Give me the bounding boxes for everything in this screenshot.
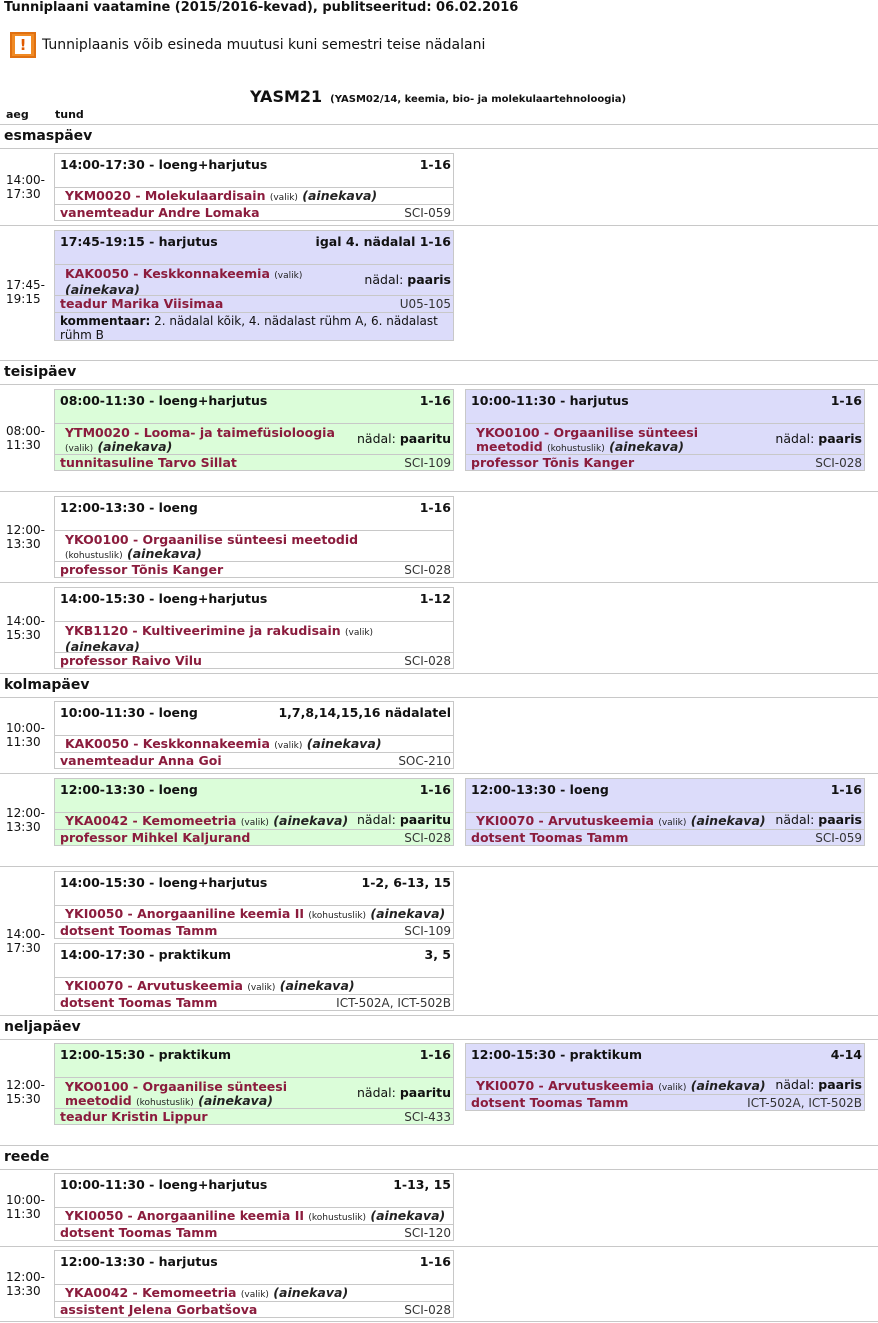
teacher-link[interactable]: teadur Marika Viisimaa <box>60 296 224 311</box>
syllabus-link[interactable]: (ainekava) <box>306 736 382 751</box>
column-header-lesson: tund <box>55 108 84 121</box>
course-link[interactable]: YKI0050 - Anorgaaniline keemia II <box>65 1208 305 1223</box>
teacher-link[interactable]: professor Tõnis Kanger <box>471 455 635 470</box>
time-slot: 08:00- 11:30 <box>6 424 45 452</box>
divider <box>0 148 878 149</box>
teacher-link[interactable]: dotsent Toomas Tamm <box>60 1225 218 1240</box>
room-link[interactable]: SCI-120 <box>404 1226 451 1240</box>
week-parity: nädal: paaris <box>364 272 451 287</box>
syllabus-link[interactable]: (ainekava) <box>273 813 349 828</box>
room-link[interactable]: SCI-028 <box>404 563 451 577</box>
syllabus-link[interactable]: (ainekava) <box>690 1078 766 1093</box>
lesson-weeks: 1-16 <box>419 393 451 408</box>
divider <box>0 673 878 674</box>
room-link[interactable]: SCI-109 <box>404 924 451 938</box>
time-slot: 12:00- 13:30 <box>6 523 45 551</box>
lesson-weeks: 1-16 <box>419 1254 451 1269</box>
page-title: Tunniplaani vaatamine (2015/2016-kevad), publitseeritud: 06.02.2016 <box>4 0 519 15</box>
course-type: (kohustuslik) <box>547 444 605 454</box>
teacher-link[interactable]: professor Raivo Vilu <box>60 653 202 668</box>
course-link[interactable]: YTM0020 - Looma- ja taimefüsioloogia <box>65 425 335 440</box>
time-slot: 14:00- 17:30 <box>6 927 45 955</box>
day-header-wednesday: kolmapäev <box>4 677 90 693</box>
group-title <box>250 87 626 106</box>
syllabus-link[interactable]: (ainekava) <box>97 439 173 454</box>
divider <box>0 1169 878 1170</box>
lesson-time: 08:00-11:30 - loeng+harjutus <box>60 393 268 408</box>
day-header-thursday: neljapäev <box>4 1019 81 1035</box>
course-link[interactable]: YKI0070 - Arvutuskeemia <box>476 1078 654 1093</box>
lesson-time: 12:00-13:30 - loeng <box>60 782 198 797</box>
divider <box>0 1015 878 1016</box>
room-link[interactable]: SCI-433 <box>404 1110 451 1124</box>
teacher-link[interactable]: dotsent Toomas Tamm <box>60 923 218 938</box>
divider <box>0 1145 878 1146</box>
lesson-time: 12:00-13:30 - harjutus <box>60 1254 218 1269</box>
teacher-link[interactable]: professor Tõnis Kanger <box>60 562 224 577</box>
course-link[interactable]: YKI0050 - Anorgaaniline keemia II <box>65 906 305 921</box>
time-slot: 17:45- 19:15 <box>6 278 45 306</box>
course-type: (kohustuslik) <box>308 1213 367 1223</box>
course-type: (kohustuslik) <box>308 911 367 921</box>
week-parity: nädal: paaritu <box>356 1085 451 1100</box>
room-link[interactable]: SCI-028 <box>404 1303 451 1317</box>
course-type: (valik) <box>65 444 94 454</box>
room-link[interactable]: ICT-502A, ICT-502B <box>747 1096 862 1110</box>
course-link[interactable]: YKA0042 - Kemomeetria <box>65 813 237 828</box>
lesson-time: 12:00-13:30 - loeng <box>471 782 609 797</box>
day-header-friday: reede <box>4 1149 50 1165</box>
time-slot: 12:00- 15:30 <box>6 1078 45 1106</box>
divider <box>0 1321 878 1322</box>
teacher-link[interactable]: vanemteadur Andre Lomaka <box>60 205 260 220</box>
syllabus-link[interactable]: (ainekava) <box>370 906 446 921</box>
syllabus-link[interactable]: (ainekava) <box>302 188 378 203</box>
lesson-weeks: 1-16 <box>419 500 451 515</box>
lesson-comment: kommentaar: 2. nädalal kõik, 4. nädalast rühm A, 6. nädalast rühm B <box>55 312 453 341</box>
divider <box>0 360 878 361</box>
divider <box>0 491 878 492</box>
warning-message: Tunniplaanis võib esineda muutusi kuni semestri teise nädalani <box>42 37 486 53</box>
course-link[interactable]: YKO0100 - Orgaanilise sünteesi meetodid <box>476 425 699 454</box>
lesson-time: 12:00-15:30 - praktikum <box>60 1047 232 1062</box>
teacher-link[interactable]: dotsent Toomas Tamm <box>60 995 218 1010</box>
syllabus-link[interactable]: (ainekava) <box>279 978 355 993</box>
time-slot: 14:00- 15:30 <box>6 614 45 642</box>
week-parity: nädal: paaritu <box>356 812 451 827</box>
lesson-weeks: 1-16 <box>419 1047 451 1062</box>
course-link[interactable]: YKI0070 - Arvutuskeemia <box>65 978 243 993</box>
lesson-time: 14:00-15:30 - loeng+harjutus <box>60 591 268 606</box>
lesson-weeks: 1-2, 6-13, 15 <box>361 875 451 890</box>
course-type: (valik) <box>240 818 269 828</box>
room-link[interactable]: SCI-028 <box>404 654 451 668</box>
teacher-link[interactable]: dotsent Toomas Tamm <box>471 1095 629 1110</box>
course-link[interactable]: YKA0042 - Kemomeetria <box>65 1285 237 1300</box>
course-type: (valik) <box>269 193 298 203</box>
course-link[interactable]: YKO0100 - Orgaanilise sünteesi meetodid <box>65 532 359 547</box>
syllabus-link[interactable]: (ainekava) <box>65 282 140 297</box>
room-link[interactable]: SCI-059 <box>404 206 451 220</box>
lesson-card[interactable] <box>465 1043 865 1111</box>
lesson-card[interactable] <box>54 701 454 769</box>
lesson-time: 10:00-11:30 - harjutus <box>471 393 629 408</box>
lesson-time: 10:00-11:30 - loeng <box>60 705 198 720</box>
lesson-card[interactable] <box>54 496 454 578</box>
course-link[interactable]: YKO0100 - Orgaanilise sünteesi meetodid <box>65 1079 288 1108</box>
syllabus-link[interactable]: (ainekava) <box>273 1285 349 1300</box>
lesson-time: 12:00-13:30 - loeng <box>60 500 198 515</box>
syllabus-link[interactable]: (ainekava) <box>609 439 684 454</box>
divider <box>0 866 878 867</box>
course-link[interactable]: YKI0070 - Arvutuskeemia <box>476 813 654 828</box>
syllabus-link[interactable]: (ainekava) <box>690 813 766 828</box>
teacher-link[interactable]: vanemteadur Anna Goi <box>60 753 222 768</box>
lesson-card[interactable] <box>54 1250 454 1318</box>
week-parity: nädal: paaritu <box>356 431 451 446</box>
course-type: (valik) <box>247 983 276 993</box>
lesson-card[interactable] <box>54 230 454 341</box>
lesson-card[interactable] <box>54 1173 454 1241</box>
room-link[interactable]: ICT-502A, ICT-502B <box>336 996 451 1010</box>
teacher-link[interactable]: teadur Kristin Lippur <box>60 1109 208 1124</box>
lesson-weeks: 1,7,8,14,15,16 nädalatel <box>278 705 451 720</box>
room-link[interactable]: SCI-028 <box>404 831 451 845</box>
lesson-weeks: 1-16 <box>830 393 862 408</box>
divider <box>0 773 878 774</box>
divider <box>0 225 878 226</box>
lesson-card[interactable] <box>465 778 865 846</box>
course-link[interactable]: YKB1120 - Kultiveerimine ja rakudisain <box>65 623 341 638</box>
day-header-monday: esmaspäev <box>4 128 93 144</box>
syllabus-link[interactable]: (ainekava) <box>127 546 202 561</box>
teacher-link[interactable]: professor Mihkel Kaljurand <box>60 830 251 845</box>
course-type: (valik) <box>658 818 687 828</box>
course-type: (kohustuslik) <box>65 551 123 561</box>
lesson-weeks: igal 4. nädalal 1-16 <box>315 234 451 249</box>
lesson-weeks: 1-16 <box>830 782 862 797</box>
lesson-time: 14:00-17:30 - loeng+harjutus <box>60 157 268 172</box>
time-slot: 12:00- 13:30 <box>6 806 45 834</box>
week-parity: nädal: paaris <box>775 1077 862 1092</box>
syllabus-link[interactable]: (ainekava) <box>370 1208 446 1223</box>
lesson-card[interactable] <box>54 389 454 471</box>
divider <box>0 1246 878 1247</box>
lesson-card[interactable] <box>54 153 454 221</box>
group-code: YASM21 <box>250 87 323 106</box>
time-slot: 10:00- 11:30 <box>6 1193 45 1221</box>
week-parity: nädal: paaris <box>775 431 862 446</box>
course-type: (kohustuslik) <box>136 1098 194 1108</box>
course-type: (valik) <box>274 741 303 751</box>
divider <box>0 697 878 698</box>
course-type: (valik) <box>658 1083 687 1093</box>
divider <box>0 124 878 125</box>
room-link[interactable]: SOC-210 <box>398 754 451 768</box>
lesson-card[interactable] <box>54 1043 454 1125</box>
group-details: (YASM02/14, keemia, bio- ja molekulaartehnoloogia) <box>330 94 627 105</box>
divider <box>0 384 878 385</box>
column-header-time: aeg <box>6 108 29 121</box>
divider <box>0 1039 878 1040</box>
divider <box>0 582 878 583</box>
room-link[interactable]: SCI-109 <box>404 456 451 470</box>
lesson-card[interactable] <box>54 778 454 846</box>
teacher-link[interactable]: assistent Jelena Gorbatšova <box>60 1302 258 1317</box>
lesson-card[interactable] <box>54 943 454 1011</box>
lesson-card[interactable] <box>54 587 454 669</box>
lesson-time: 14:00-17:30 - praktikum <box>60 947 232 962</box>
room-link[interactable]: SCI-028 <box>815 456 862 470</box>
time-slot: 12:00- 13:30 <box>6 1270 45 1298</box>
course-type: (valik) <box>240 1290 269 1300</box>
room-link[interactable]: SCI-059 <box>815 831 862 845</box>
lesson-card[interactable] <box>465 389 865 471</box>
syllabus-link[interactable]: (ainekava) <box>198 1093 273 1108</box>
day-header-tuesday: teisipäev <box>4 364 77 380</box>
lesson-time: 12:00-15:30 - praktikum <box>471 1047 643 1062</box>
course-link[interactable]: KAK0050 - Keskkonnakeemia <box>65 736 270 751</box>
time-slot: 10:00- 11:30 <box>6 721 45 749</box>
lesson-weeks: 1-13, 15 <box>393 1177 451 1192</box>
lesson-weeks: 1-12 <box>419 591 451 606</box>
course-link[interactable]: YKM0020 - Molekulaardisain <box>65 188 266 203</box>
lesson-weeks: 4-14 <box>830 1047 862 1062</box>
week-parity: nädal: paaris <box>775 812 862 827</box>
syllabus-link[interactable]: (ainekava) <box>65 639 140 654</box>
lesson-weeks: 1-16 <box>419 782 451 797</box>
lesson-time: 10:00-11:30 - loeng+harjutus <box>60 1177 268 1192</box>
warning-icon: ! <box>10 32 36 58</box>
room-link[interactable]: U05-105 <box>399 297 451 311</box>
lesson-time: 17:45-19:15 - harjutus <box>60 234 218 249</box>
course-link[interactable]: KAK0050 - Keskkonnakeemia <box>65 266 270 281</box>
lesson-time: 14:00-15:30 - loeng+harjutus <box>60 875 268 890</box>
lesson-card[interactable] <box>54 871 454 939</box>
teacher-link[interactable]: tunnitasuline Tarvo Sillat <box>60 455 237 470</box>
course-type: (valik) <box>274 271 303 281</box>
teacher-link[interactable]: dotsent Toomas Tamm <box>471 830 629 845</box>
time-slot: 14:00- 17:30 <box>6 173 45 201</box>
lesson-weeks: 1-16 <box>419 157 451 172</box>
course-type: (valik) <box>344 628 374 638</box>
lesson-weeks: 3, 5 <box>424 947 451 962</box>
